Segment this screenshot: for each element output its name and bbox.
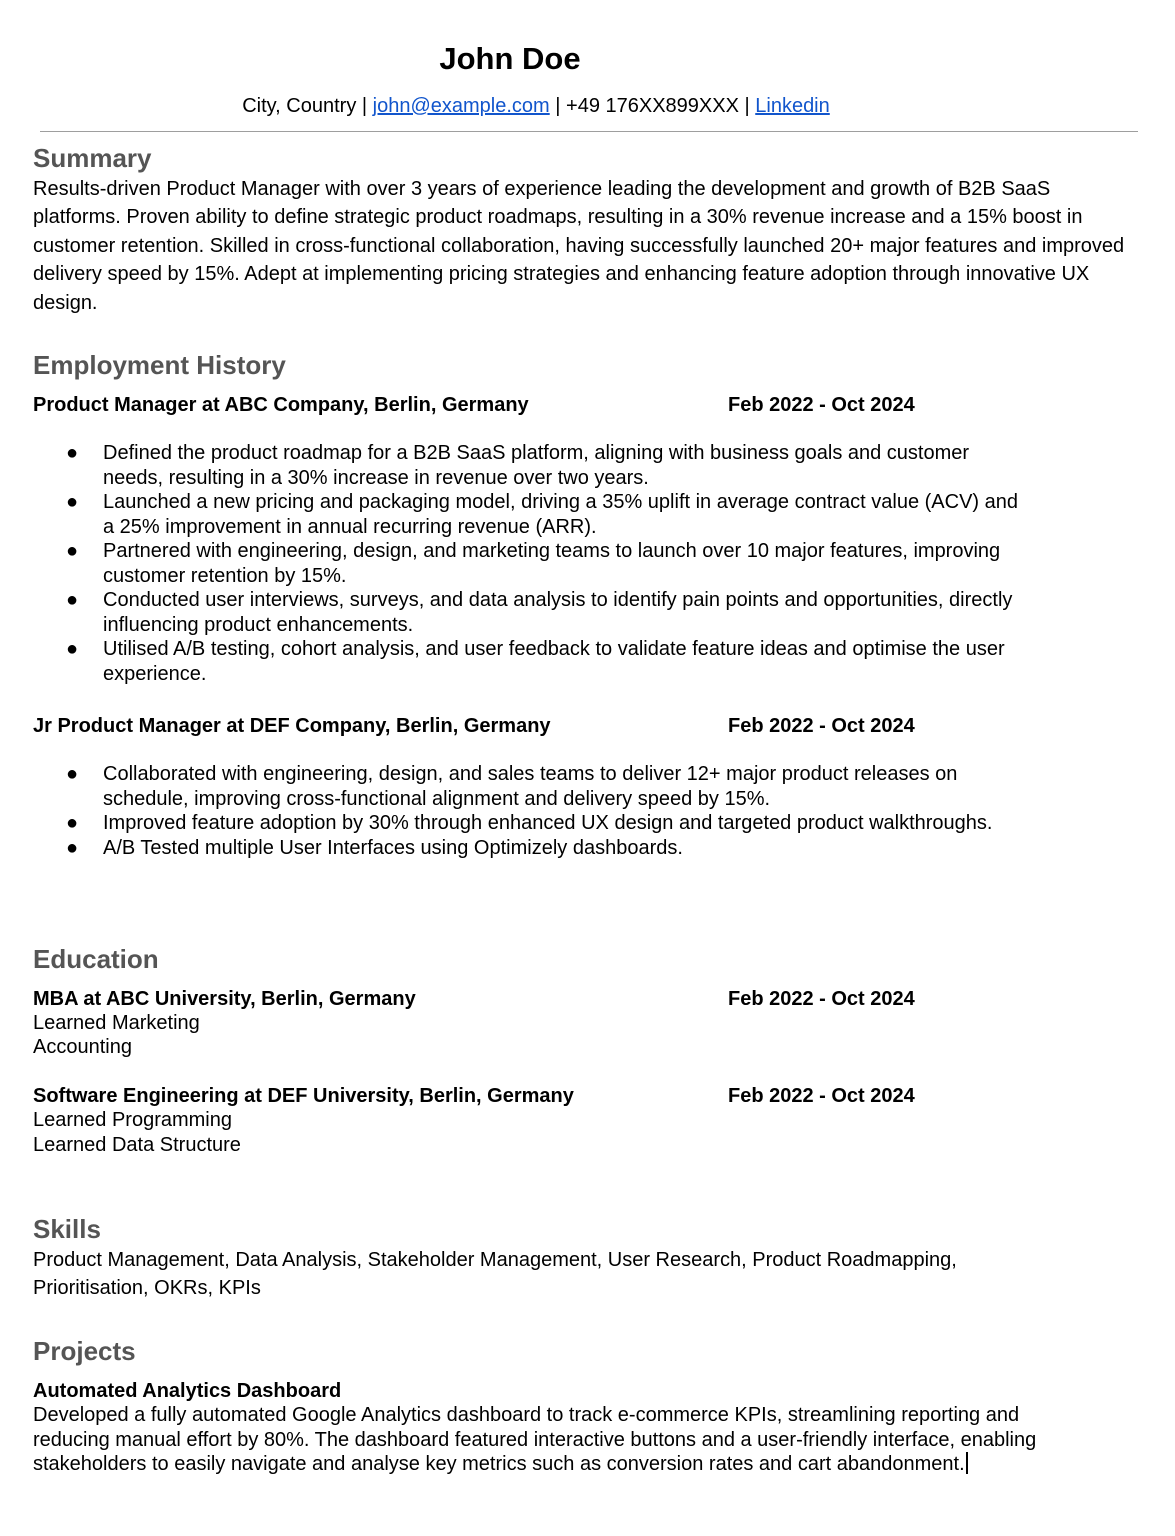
education-heading: Education	[33, 944, 159, 974]
bullet-text: Partnered with engineering, design, and marketing teams to launch over 10 major features, improving customer retention by 15%.	[103, 540, 1001, 587]
header-divider	[40, 131, 1138, 132]
bullet-icon: ●	[66, 589, 79, 611]
list-item	[0, 836, 1030, 861]
list-item	[0, 811, 1030, 836]
skills-text: Product Management, Data Analysis, Stakeholder Management, User Research, Product Roadmapping, Prioritisation, OKRs, KPIs	[33, 1249, 957, 1300]
bullet-text: Utilised A/B testing, cohort analysis, and user feedback to validate feature ideas and optimise the user experience.	[103, 638, 1005, 685]
job-dates: Feb 2022 - Oct 2024	[728, 715, 915, 737]
education-detail: Learned Marketing	[33, 1012, 200, 1034]
job-title: Product Manager at ABC Company, Berlin, Germany	[33, 394, 529, 416]
list-item	[0, 588, 1030, 637]
employment-heading: Employment History	[33, 350, 286, 380]
projects-heading: Projects	[33, 1336, 136, 1366]
list-item	[0, 539, 1030, 588]
summary-text: Results-driven Product Manager with over 3 years of experience leading the development and growth of B2B SaaS platforms. Proven ability to define strategic product roadmaps, resulting in a 30% revenue increase and a 15% boost in customer retention. Skilled in cross-functional collaboration, having successfully launched 20+ major features and improved delivery speed by 15%. Adept at implementing pricing strategies and enhancing feature adoption through innovative UX design.	[33, 178, 1125, 314]
degree-dates: Feb 2022 - Oct 2024	[728, 988, 915, 1010]
bullet-icon: ●	[66, 812, 79, 834]
bullet-text: Improved feature adoption by 30% through enhanced UX design and targeted product walkthroughs.	[103, 812, 993, 834]
degree-title: Software Engineering at DEF University, Berlin, Germany	[33, 1085, 574, 1107]
linkedin-link[interactable]: Linkedin	[755, 95, 830, 117]
bullet-icon: ●	[66, 540, 79, 562]
job-dates: Feb 2022 - Oct 2024	[728, 394, 915, 416]
candidate-name: John Doe	[439, 41, 581, 76]
degree-title: MBA at ABC University, Berlin, Germany	[33, 988, 416, 1010]
bullet-text: A/B Tested multiple User Interfaces using Optimizely dashboards.	[103, 836, 683, 859]
contact-line	[0, 92, 1072, 120]
list-item	[0, 490, 1030, 539]
bullet-icon: ●	[66, 491, 79, 513]
education-detail: Learned Data Structure	[33, 1134, 241, 1156]
education-detail: Learned Programming	[33, 1109, 232, 1131]
job-bullets	[0, 441, 1030, 686]
bullet-icon: ●	[66, 442, 79, 464]
phone-text: +49 176XX899XXX	[566, 95, 739, 117]
education-detail: Accounting	[33, 1036, 132, 1058]
location-text: City, Country	[242, 95, 357, 117]
separator: |	[738, 95, 756, 117]
bullet-text: Conducted user interviews, surveys, and data analysis to identify pain points and opportunities, directly influencing product enhancements.	[103, 589, 1013, 636]
list-item	[0, 637, 1030, 686]
skills-heading: Skills	[33, 1214, 101, 1244]
email-link[interactable]: john@example.com	[372, 95, 550, 117]
job-title: Jr Product Manager at DEF Company, Berlin, Germany	[33, 715, 551, 737]
project-title: Automated Analytics Dashboard	[33, 1380, 342, 1402]
bullet-icon: ●	[66, 763, 79, 785]
text-cursor	[966, 1452, 968, 1474]
project-description-text: Developed a fully automated Google Analytics dashboard to track e-commerce KPIs, streamlining reporting and reducing manual effort by 80%. The dashboard featured interactive buttons and a user-friendly interface, enabling stakeholders to easily navigate and analyse key metrics such as conversion rates and cart abandonment.	[33, 1404, 1037, 1475]
separator: |	[356, 95, 373, 117]
bullet-text: Launched a new pricing and packaging model, driving a 35% uplift in average contract value (ACV) and a 25% improvement in annual recurring revenue (ARR).	[103, 491, 1018, 538]
bullet-text: Defined the product roadmap for a B2B SaaS platform, aligning with business goals and customer needs, resulting in a 30% increase in revenue over two years.	[103, 442, 970, 489]
list-item	[0, 441, 1030, 490]
project-description	[33, 1403, 1053, 1477]
list-item	[0, 762, 1030, 811]
separator: |	[549, 95, 567, 117]
degree-dates: Feb 2022 - Oct 2024	[728, 1085, 915, 1107]
bullet-text: Collaborated with engineering, design, and sales teams to deliver 12+ major product releases on schedule, improving cross-functional alignment and delivery speed by 15%.	[103, 763, 958, 810]
summary-heading: Summary	[33, 143, 152, 173]
bullet-icon: ●	[66, 836, 79, 859]
bullet-icon: ●	[66, 638, 79, 660]
job-bullets	[0, 762, 1030, 860]
